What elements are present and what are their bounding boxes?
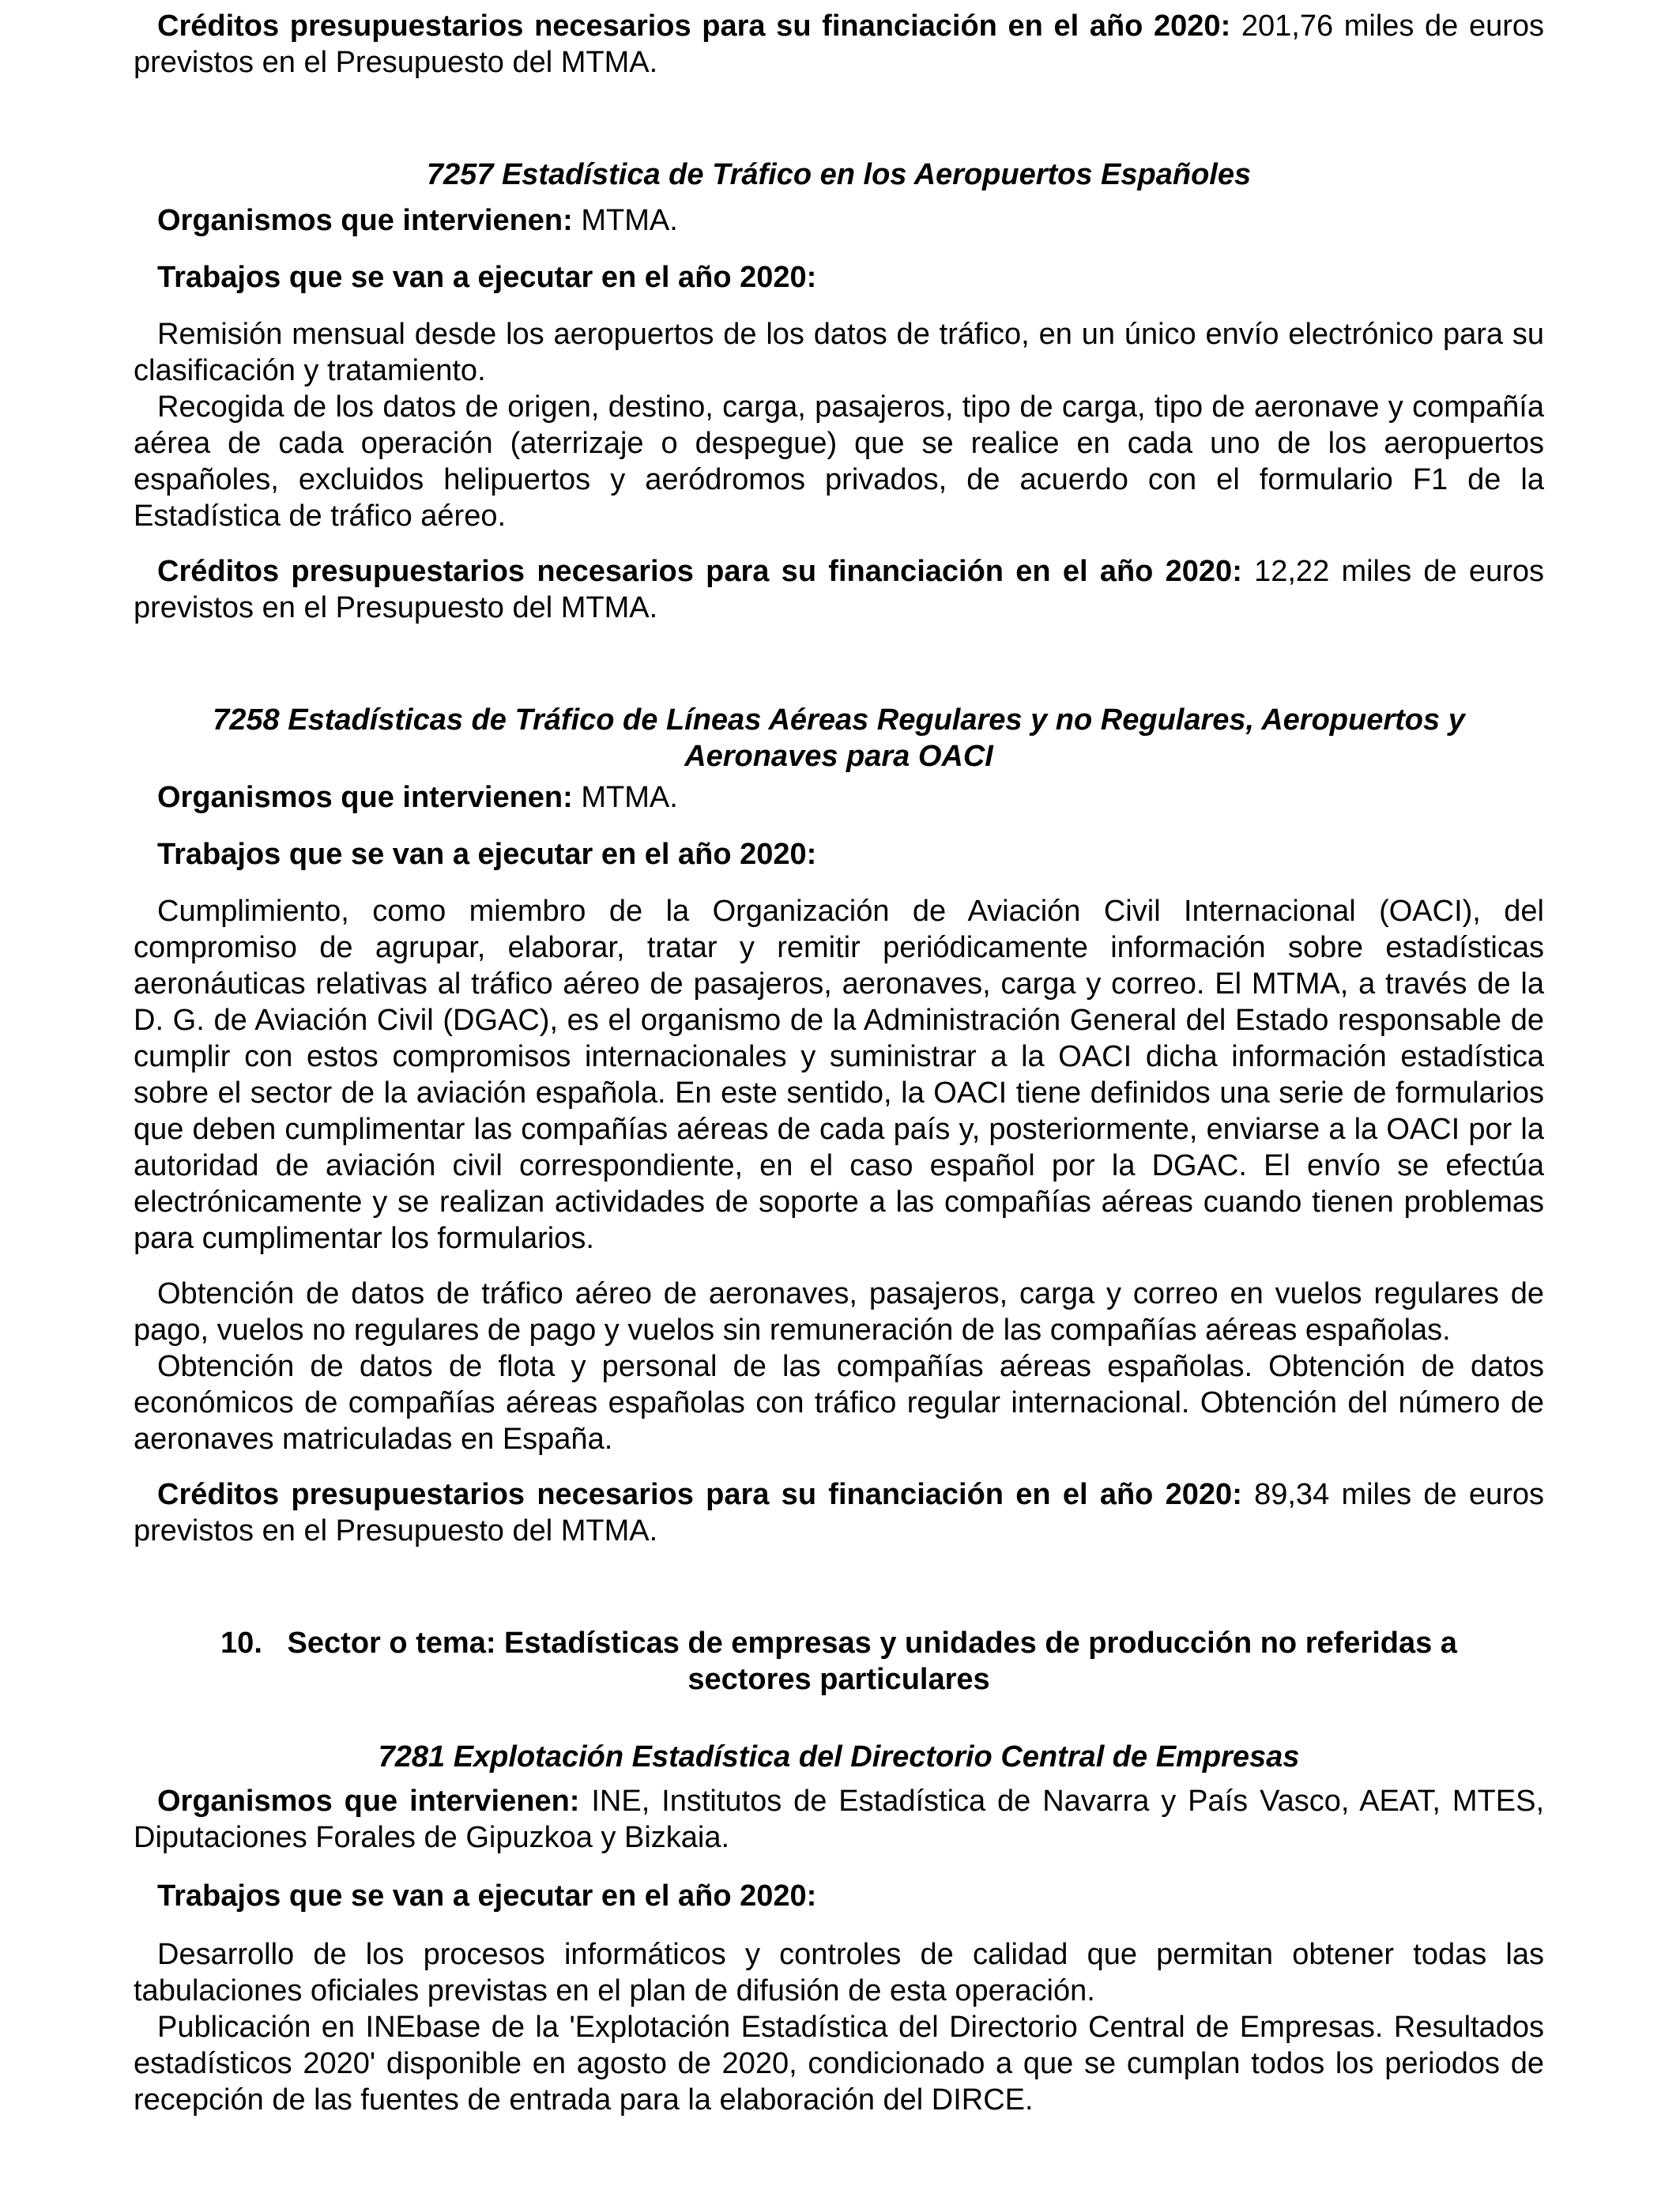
- organisms-text: INE, Institutos de Estadística de Navarra y País Vasco, AEAT, MTES, Diputaciones Forales de Gipuzkoa y Bizkaia.: [134, 1785, 1544, 1854]
- credits-label: Créditos presupuestarios necesarios para su financiación en el año 2020:: [157, 1478, 1242, 1511]
- credits-label: Créditos presupuestarios necesarios para su financiación en el año 2020:: [157, 555, 1242, 588]
- sector-10-line-2: sectores particulares: [687, 1663, 990, 1696]
- op-7281-work-heading: Trabajos que se van a ejecutar en el año 2020:: [157, 1879, 817, 1913]
- op-7258-work-heading: Trabajos que se van a ejecutar en el año 2020:: [157, 838, 817, 871]
- sector-10-line-1: 10. Sector o tema: Estadísticas de empresas y unidades de producción no referidas a: [220, 1627, 1457, 1660]
- op-7281-paragraph-2: Publicación en INEbase de la 'Explotación Estadística del Directorio Central de Empresas. Resultados estadísticos 2020' disponible en agosto de 2020, condicionado a que se cumplan todos los periodos de recepción de las fuentes de entrada para la elaboración del DIRCE.: [134, 2011, 1544, 2117]
- op-7257-paragraph-1: Remisión mensual desde los aeropuertos de los datos de tráfico, en un único envío electrónico para su clasificación y tratamiento.: [134, 318, 1544, 387]
- op-7257-organisms: [134, 202, 1544, 239]
- organisms-label: Organismos que intervienen:: [157, 781, 573, 814]
- organisms-label: Organismos que intervienen:: [157, 204, 573, 237]
- op-7258-paragraph-1: Cumplimiento, como miembro de la Organización de Aviación Civil Internacional (OACI), del compromiso de agrupar, elaborar, tratar y remitir periódicamente información sobre estadísticas aeronáuticas relativas al tráfico aéreo de pasajeros, aeronaves, carga y correo. El MTMA, a través de la D. G. de Aviación Civil (DGAC), es el organismo de la Administración General del Estado responsable de cumplir con estos compromisos internacionales y suministrar a la OACI dicha información estadística sobre el sector de la aviación española. En este sentido, la OACI tiene definidos una serie de formularios que deben cumplimentar las compañías aéreas de cada país y, posteriormente, enviarse a la OACI por la autoridad de aviación civil correspondiente, en el caso español por la DGAC. El envío se efectúa electrónicamente y se realizan actividades de soporte a las compañías aéreas cuando tienen problemas para cumplimentar los formularios.: [134, 895, 1544, 1255]
- credits-text: 201,76 miles de euros previstos en el Presupuesto del MTMA.: [134, 9, 1544, 79]
- sector-10-heading: [134, 1625, 1544, 1698]
- op-7258-paragraph-2: Obtención de datos de tráfico aéreo de aeronaves, pasajeros, carga y correo en vuelos regulares de pago, vuelos no regulares de pago y vuelos sin remuneración de las compañías aéreas españolas.: [134, 1277, 1544, 1347]
- organisms-text: MTMA.: [572, 204, 678, 237]
- op-7258-title-line-2: Aeronaves para OACI: [684, 740, 993, 773]
- op-7258-paragraph-3: Obtención de datos de flota y personal de las compañías aéreas españolas. Obtención de datos económicos de compañías aéreas españolas con tráfico regular internacional. Obtención del número de aeronaves matriculadas en España.: [134, 1350, 1544, 1456]
- op-7257-work-heading: Trabajos que se van a ejecutar en el año 2020:: [157, 261, 817, 294]
- op-7257-credits: [134, 553, 1544, 626]
- op-7281-title: 7281 Explotación Estadística del Directorio Central de Empresas: [378, 1740, 1300, 1774]
- op-7257-paragraph-2: Recogida de los datos de origen, destino, carga, pasajeros, tipo de carga, tipo de aeronave y compañía aérea de cada operación (aterrizaje o despegue) que se realice en cada uno de los aeropuertos españoles, excluidos helipuertos y aeródromos privados, de acuerdo con el formulario F1 de la Estadística de tráfico aéreo.: [134, 390, 1544, 533]
- op-7258-organisms: [134, 779, 1544, 816]
- op-7281-paragraph-1: Desarrollo de los procesos informáticos y controles de calidad que permitan obtener todas las tabulaciones oficiales previstas en el plan de difusión de esta operación.: [134, 1938, 1544, 2007]
- credits-label: Créditos presupuestarios necesarios para su financiación en el año 2020:: [157, 9, 1231, 43]
- op-7258-title: [134, 702, 1544, 775]
- organisms-text: MTMA.: [572, 781, 678, 814]
- op-7258-title-line-1: 7258 Estadísticas de Tráfico de Líneas Aéreas Regulares y no Regulares, Aeropuertos y: [213, 703, 1465, 737]
- op-7281-organisms: [134, 1783, 1544, 1856]
- credits-text: 12,22 miles de euros previstos en el Presupuesto del MTMA.: [134, 555, 1544, 624]
- op-7258-credits: [134, 1476, 1544, 1549]
- organisms-label: Organismos que intervienen:: [157, 1785, 580, 1818]
- intro-credits: [134, 8, 1544, 81]
- credits-text: 89,34 miles de euros previstos en el Presupuesto del MTMA.: [134, 1478, 1544, 1547]
- op-7257-title: 7257 Estadística de Tráfico en los Aeropuertos Españoles: [426, 158, 1252, 191]
- document-page: [134, 8, 1544, 2118]
